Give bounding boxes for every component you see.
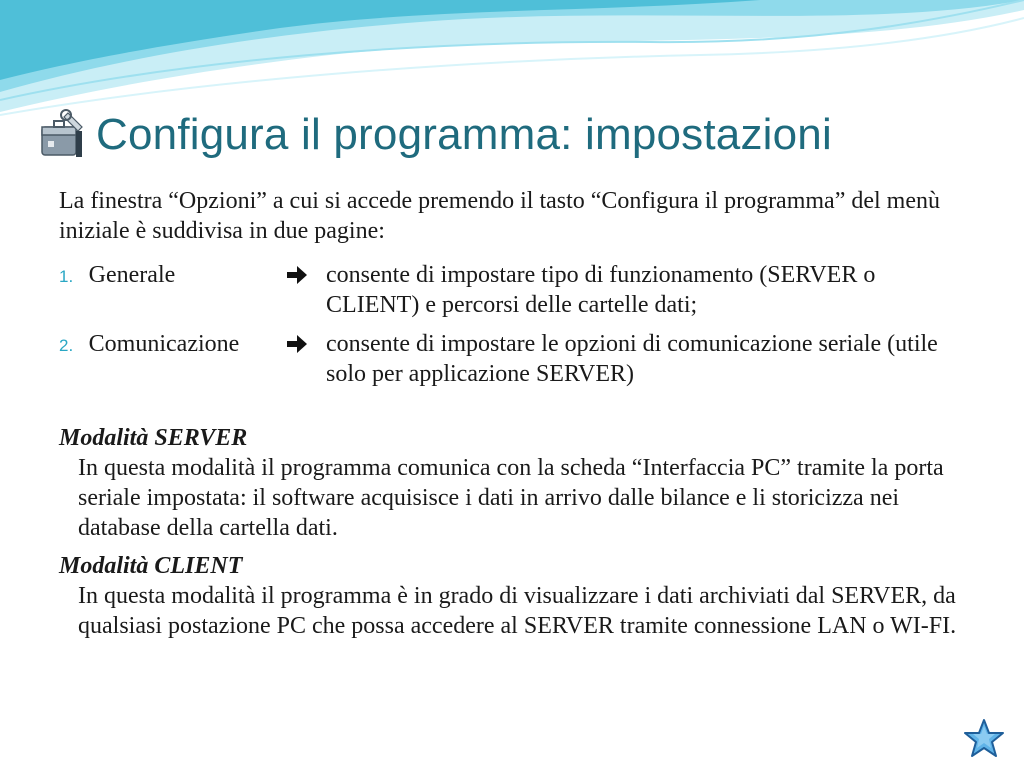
- server-mode-section: [59, 423, 959, 543]
- list-item-description: consente di impostare tipo di funzionamento (SERVER o CLIENT) e percorsi delle cartelle dati;: [326, 262, 876, 318]
- section-heading: Modalità CLIENT: [59, 553, 243, 579]
- list-item-label: Comunicazione: [88, 331, 240, 357]
- list-item-description: consente di impostare le opzioni di comunicazione seriale (utile solo per applicazione SERVER): [326, 331, 938, 387]
- tools-toolbox-icon: [38, 107, 88, 163]
- list-number: 2.: [59, 336, 74, 355]
- client-mode-section: [59, 551, 959, 641]
- section-text: In questa modalità il programma è in grado di visualizzare i dati archiviati dal SERVER, da qualsiasi postazione PC che possa accedere al SERVER tramite connessione LAN o WI-FI.: [78, 583, 957, 639]
- list-item: [59, 329, 959, 389]
- list-item-label: Generale: [88, 262, 176, 288]
- slide-title: Configura il programma: impostazioni: [96, 110, 832, 159]
- intro-paragraph: La finestra “Opzioni” a cui si accede premendo il tasto “Configura il programma” del menù iniziale è suddivisa in due pagine:: [59, 188, 940, 244]
- slide-title-area: [38, 100, 832, 170]
- arrow-right-icon: [285, 329, 327, 356]
- section-heading: Modalità SERVER: [59, 425, 248, 451]
- list-item: [59, 260, 959, 320]
- arrow-right-icon: [285, 260, 327, 287]
- slide-body: [59, 186, 959, 641]
- section-text: In questa modalità il programma comunica con la scheda “Interfaccia PC” tramite la porta seriale impostata: il software acquisisce i dati in arrivo dalle bilance e li storicizza nei database della cartella dati.: [78, 455, 944, 541]
- options-pages-list: [59, 260, 959, 389]
- star-icon[interactable]: [964, 718, 1004, 758]
- list-number: 1.: [59, 267, 74, 286]
